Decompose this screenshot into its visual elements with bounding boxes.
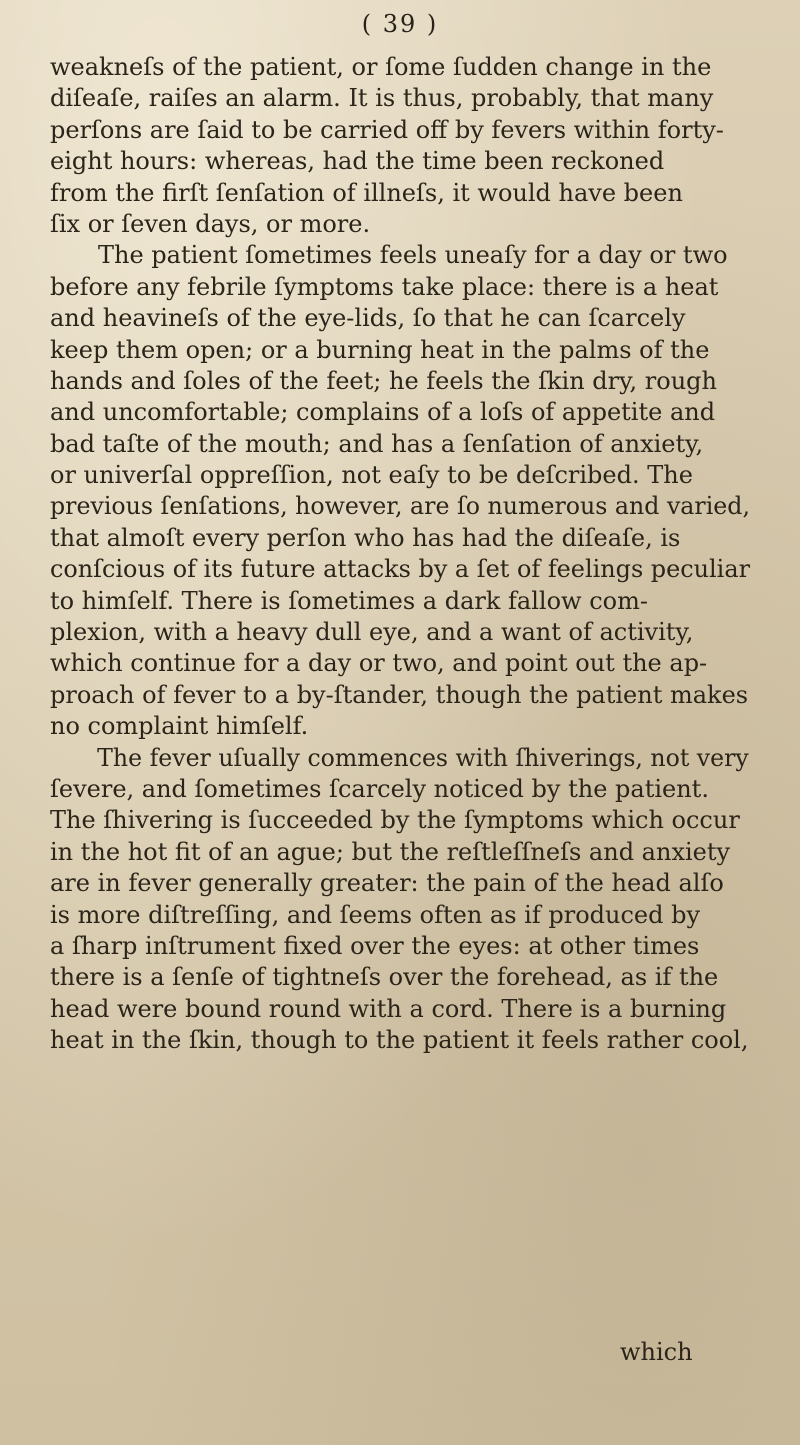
text-line: hands and ſoles of the feet; he feels the ſkin dry, rough [50,366,717,395]
text-line: is more diſtreſſing, and ſeems often as if produced by [50,900,701,929]
text-line: The fever uſually commences with ſhiverings, not very [97,743,749,772]
text-line: ſix or ſeven days, or more. [50,209,371,238]
text-line: before any febrile ſymptoms take place: there is a heat [50,272,719,301]
text-line: plexion, with a heavy dull eye, and a want of activity, [50,618,694,647]
page-number: ( 39 ) [361,10,439,38]
text-line: or univerſal oppreſſion, not eaſy to be deſcribed. The [50,461,693,490]
text-line: keep them open; or a burning heat in the palms of the [50,335,710,364]
text-line: proach of fever to a by-ſtander, though the patient makes [50,680,749,709]
text-line: The ſhivering is ſucceeded by the ſymptoms which occur [50,806,740,835]
text-line: a ſharp inſtrument fixed over the eyes: at other times [50,931,700,960]
text-line: and uncomfortable; complains of a loſs of appetite and [50,398,716,427]
body-text [50,52,750,1057]
text-line: eight hours: whereas, had the time been reckoned [50,147,665,176]
text-line: The patient ſometimes feels uneaſy for a day or two [98,241,728,270]
text-line: that almoſt every perſon who has had the diſeaſe, is [50,523,681,552]
text-line: no complaint himſelf. [50,712,309,741]
text-line: heat in the ſkin, though to the patient it feels rather cool, [50,1026,749,1055]
text-line: conſcious of its future attacks by a ſet of feelings peculiar [50,555,751,584]
text-line: ſevere, and ſometimes ſcarcely noticed by the patient. [50,774,709,803]
text-line: are in fever generally greater: the pain of the head alſo [50,869,724,898]
catchword: which [620,1338,693,1366]
text-line: weakneſs of the patient, or ſome ſudden change in the [50,53,712,81]
text-line: diſeaſe, raiſes an alarm. It is thus, probably, that many [50,84,714,113]
text-line: head were bound round with a cord. There is a burning [50,994,727,1023]
text-line: bad taſte of the mouth; and has a ſenſation of anxiety, [50,429,704,458]
text-line: perſons are ſaid to be carried off by fevers within forty- [50,115,724,144]
text-line: from the firſt ſenſation of illneſs, it would have been [50,178,683,207]
text-line: to himſelf. There is ſometimes a dark fallow com- [50,586,648,615]
text-line: and heavineſs of the eye-lids, ſo that he can ſcarcely [50,304,686,333]
text-line: which continue for a day or two, and point out the ap- [50,649,708,678]
text-line: there is a ſenſe of tightneſs over the forehead, as if the [50,963,719,992]
text-line: in the hot fit of an ague; but the reſtleſſneſs and anxiety [50,837,731,866]
text-line: previous ſenſations, however, are ſo numerous and varied, [50,492,750,521]
